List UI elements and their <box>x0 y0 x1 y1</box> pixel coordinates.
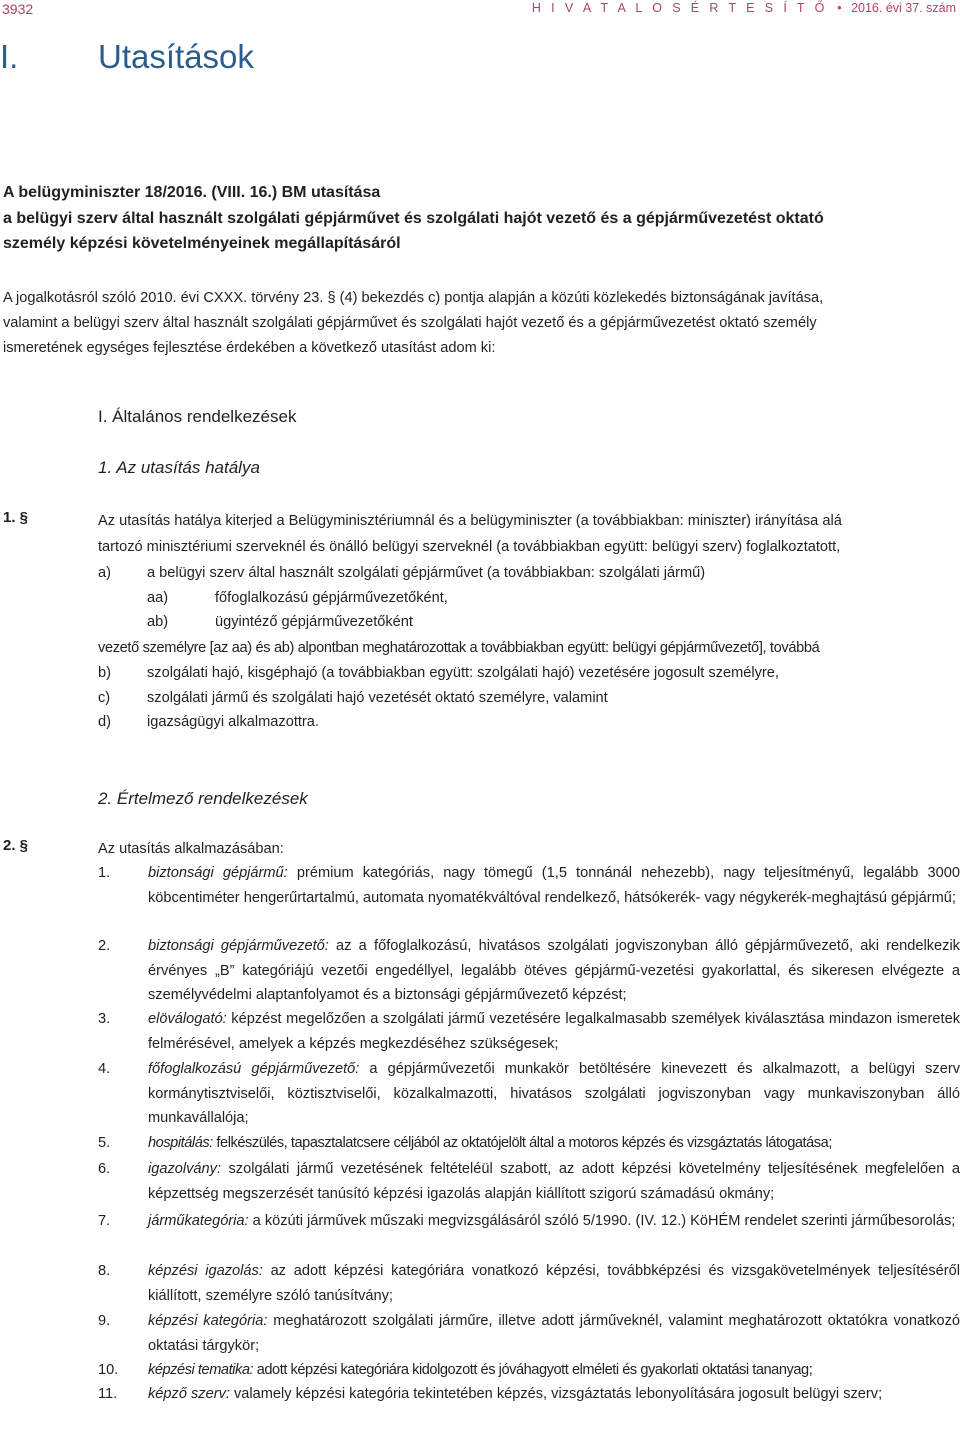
preamble <box>3 286 960 361</box>
preamble-line: A jogalkotásról szóló 2010. évi CXXX. törvény 23. § (4) bekezdés c) pontja alapján a közúti közlekedés biztonságának javítása, <box>3 290 824 306</box>
definition-text <box>148 1358 812 1383</box>
definition-body: a közúti járművek műszaki megvizsgálásáról szóló 5/1990. (IV. 12.) KöHÉM rendelet szerinti járműbesorolás; <box>248 1213 956 1229</box>
paragraph-1-line: Az utasítás hatálya kiterjed a Belügyminisztériumnál és a belügyminiszter (a továbbiakban: miniszter) irányítása alá <box>98 513 842 529</box>
page-number: 3932 <box>2 1 34 17</box>
item-text-c: szolgálati jármű és szolgálati hajó vezetését oktató személyre, valamint <box>147 690 608 706</box>
definition-body: felkészülés, tapasztalatcsere céljából az oktatójelölt által a motoros képzés és vizsgáztatás látogatása; <box>212 1135 832 1151</box>
definition-body: meghatározott szolgálati járműre, illetve adott járműveknél, valamint meghatározott oktatókra vonatkozó oktatási tárgykör; <box>148 1313 960 1354</box>
definition-number: 4. <box>98 1061 111 1077</box>
definition-number: 3. <box>98 1011 111 1027</box>
paragraph-1-closing: vezető személyre [az aa) és ab) alpontban meghatározottak a továbbiakban együtt: belügyi gépjárművezető], továbbá <box>98 640 820 656</box>
subheading-scope: 1. Az utasítás hatálya <box>98 458 260 477</box>
subheading-definitions: 2. Értelmező rendelkezések <box>98 789 308 808</box>
item-text-d: igazságügyi alkalmazottra. <box>147 714 319 730</box>
section-numeral: I. <box>0 38 19 75</box>
definition-text <box>148 1157 960 1206</box>
running-header <box>0 0 960 24</box>
definition-term: járműkategória: <box>148 1213 249 1229</box>
paragraph-1-line: tartozó minisztériumi szerveknél és önálló belügyi szerveknél (a továbbiakban együtt: belügyi szerv) foglalkoztatott, <box>98 539 841 555</box>
definition-number: 10. <box>98 1362 119 1378</box>
definition-text <box>148 1382 960 1407</box>
item-text-aa: főfoglalkozású gépjárművezetőként, <box>215 590 448 606</box>
definition-body: az adott képzési kategóriára vonatkozó képzési, továbbképzési és vizsgakövetelmények teljesítéséről kiállított, személyre szóló tanúsítvány; <box>148 1263 960 1304</box>
definition-text <box>148 1007 960 1056</box>
definition-number: 7. <box>98 1213 111 1229</box>
definition-text <box>148 1057 960 1131</box>
definition-text <box>148 1259 960 1308</box>
item-label-c: c) <box>98 690 111 706</box>
definition-text <box>148 1209 960 1234</box>
gazette-header <box>532 1 956 15</box>
definition-body: a gépjárművezetői munkakör betöltésére kinevezett és alkalmazott, a belügyi szerv kormánytisztviselői, köztisztviselői, közalkalmazotti, hivatásos szolgálati jogviszonyban vagy munkaviszonyban álló munkavállalója; <box>148 1061 960 1127</box>
instruction-title <box>3 180 960 257</box>
instruction-title-line: személy képzési követelményeinek megállapításáról <box>3 235 401 252</box>
instruction-title-line: a belügyi szerv által használt szolgálati gépjárművet és szolgálati hajót vezető és a gépjárművezetést oktató <box>3 209 824 227</box>
definition-body: valamely képzési kategória tekintetében képzés, vizsgáztatás lebonyolítására jogosult belügyi szerv; <box>229 1386 883 1402</box>
definition-number: 8. <box>98 1263 111 1279</box>
section-title <box>0 38 960 88</box>
definition-number: 9. <box>98 1313 111 1329</box>
item-text-b: szolgálati hajó, kisgéphajó (a továbbiakban együtt: szolgálati hajó) vezetésére jogosult személyre, <box>147 665 779 681</box>
paragraph-2-intro: Az utasítás alkalmazásában: <box>98 841 284 857</box>
item-label-aa: aa) <box>147 590 169 606</box>
definition-text <box>148 1309 960 1358</box>
issue-number: 2016. évi 37. szám <box>851 1 956 15</box>
definition-term: képzési kategória: <box>148 1313 268 1329</box>
item-label-ab: ab) <box>147 614 169 630</box>
item-label-d: d) <box>98 714 111 730</box>
definition-term: képző szerv: <box>148 1386 230 1402</box>
definition-body: képzést megelőzően a szolgálati jármű vezetésére legalkalmasabb személyek kiválasztása mindazon ismeretek felmérésével, amelyek a képzés megkezdéséhez szükségesek; <box>148 1011 960 1052</box>
item-text-ab: ügyintéző gépjárművezetőként <box>215 614 413 630</box>
item-text-a: a belügyi szerv által használt szolgálati gépjárművet (a továbbiakban: szolgálati jármű) <box>147 565 706 581</box>
chapter-heading: I. Általános rendelkezések <box>98 407 297 426</box>
definition-number: 1. <box>98 865 111 881</box>
item-label-b: b) <box>98 665 111 681</box>
definition-number: 2. <box>98 938 111 954</box>
section-label: Utasítások <box>98 38 254 75</box>
header-separator-dot: • <box>837 1 842 15</box>
definition-body: adott képzési kategóriára kidolgozott és jóváhagyott elméleti és gyakorlati oktatási tananyag; <box>253 1362 813 1378</box>
definition-term: biztonsági gépjárművezető: <box>148 938 329 954</box>
definition-term: képzési tematika: <box>148 1362 254 1378</box>
paragraph-mark-1: 1. § <box>3 509 29 526</box>
definition-term: főfoglalkozású gépjárművezető: <box>148 1061 360 1077</box>
gazette-name: H I V A T A L O S É R T E S Í T Ő <box>531 1 828 15</box>
definition-body: szolgálati jármű vezetésének feltételéül szabott, az adott képzési követelmény teljesítésének megfelelően a képzettség megszerzését tanúsító képzési igazolás alapján kiállított szigorú számadású okmány; <box>148 1161 960 1202</box>
definition-body: az a főfoglalkozású, hivatásos szolgálati jogviszonyban álló gépjárművezető, aki rendelkezik érvényes „B” kategóriájú vezetői engedéllyel, legalább ötéves gépjármű-vezetési gyakorlattal, és sikeresen elvégezte a személyvédelmi alaptanfolyamot és a biztonsági gépjárművezető képzést; <box>148 938 960 1004</box>
item-label-a: a) <box>98 565 111 581</box>
preamble-line: valamint a belügyi szerv által használt szolgálati gépjárművet és szolgálati hajót vezető és a gépjárművezetést oktató személy <box>3 315 817 331</box>
definition-body: prémium kategóriás, nagy tömegű (1,5 tonnánál nehezebb), nagy teljesítményű, legalább 3000 köbcentiméter hengerűrtartalmú, automata nyomatékváltóval rendelkező, hátsókerék- vagy négykerék-meghajtású gépjármű; <box>148 865 960 906</box>
definition-term: igazolvány: <box>148 1161 222 1177</box>
definition-text <box>148 1131 832 1156</box>
definition-term: hospitálás: <box>148 1135 213 1151</box>
definition-number: 6. <box>98 1161 111 1177</box>
paragraph-mark-2: 2. § <box>3 837 29 854</box>
instruction-title-line: A belügyminiszter 18/2016. (VIII. 16.) BM utasítása <box>3 184 381 201</box>
definition-number: 5. <box>98 1135 111 1151</box>
definition-text <box>148 861 960 910</box>
definition-number: 11. <box>98 1386 118 1402</box>
preamble-line: ismeretének egységes fejlesztése érdekében a következő utasítást adom ki: <box>3 340 496 356</box>
definition-term: biztonsági gépjármű: <box>148 865 288 881</box>
definition-text <box>148 934 960 1008</box>
definition-term: képzési igazolás: <box>148 1263 263 1279</box>
definition-term: elöválogató: <box>148 1011 227 1027</box>
